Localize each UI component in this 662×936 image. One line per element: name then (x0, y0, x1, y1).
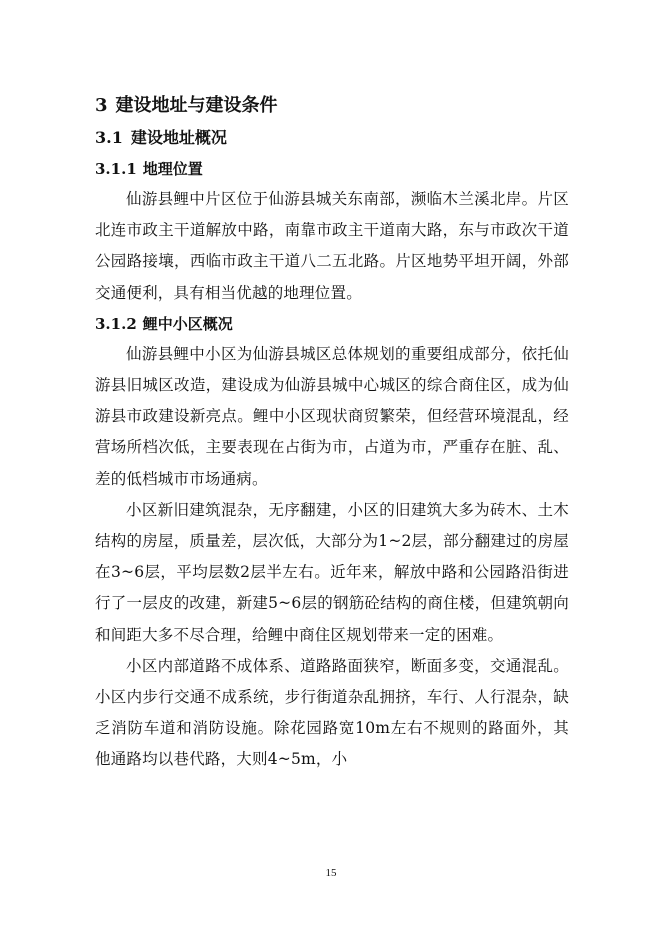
subsection-title: 地理位置 (142, 160, 203, 178)
subsection-title: 鲤中小区概况 (142, 314, 233, 333)
subsection-heading-geography (95, 154, 569, 184)
section-title: 建设地址概况 (130, 128, 227, 147)
subsection-number: 3.1.2 (95, 314, 137, 333)
chapter-heading (95, 92, 569, 120)
document-page (95, 92, 569, 776)
body-paragraph: 仙游县鲤中小区为仙游县城区总体规划的重要组成部分，依托仙游县旧城区改造，建设成为仙游县城中心城区的综合商住区，成为仙游县市政建设新亮点。鲤中小区现状商贸繁荣，但经营环境混乱，经营场所档次低，主要表现在占街为市，占道为市，严重存在脏、乱、差的低档城市市场通病。 (95, 344, 569, 488)
subsection-number: 3.1.1 (95, 160, 137, 178)
chapter-title: 建设地址与建设条件 (115, 95, 278, 116)
page-number: 15 (325, 867, 337, 879)
section-heading (95, 124, 569, 152)
body-paragraph: 仙游县鲤中片区位于仙游县城关东南部，濒临木兰溪北岸。片区北连市政主干道解放中路，南靠市政主干道南大路，东与市政次干道公园路接壤，西临市政主干道八二五北路。片区地势平坦开阔，外部交通便利，具有相当优越的地理位置。 (95, 190, 569, 302)
subsection-heading-overview (95, 309, 569, 339)
body-paragraph: 小区新旧建筑混杂，无序翻建，小区的旧建筑大多为砖木、土木结构的房屋，质量差，层次低，大部分为1~2层，部分翻建过的房屋在3~6层，平均层数2层半左右。近年来，解放中路和公园路沿街进行了一层皮的改建，新建5~6层的钢筋砼结构的商住楼，但建筑朝向和间距大多不尽合理，给鲤中商住区规划带来一定的困难。 (95, 500, 569, 644)
section-number: 3.1 (95, 128, 123, 147)
chapter-number: 3 (95, 95, 108, 116)
body-paragraph: 小区内部道路不成体系、道路路面狭窄，断面多变，交通混乱。小区内步行交通不成系统，步行街道杂乱拥挤，车行、人行混杂，缺乏消防车道和消防设施。除花园路宽10m左右不规则的路面外，其他通路均以巷代路，大则4~5m，小 (95, 656, 569, 769)
